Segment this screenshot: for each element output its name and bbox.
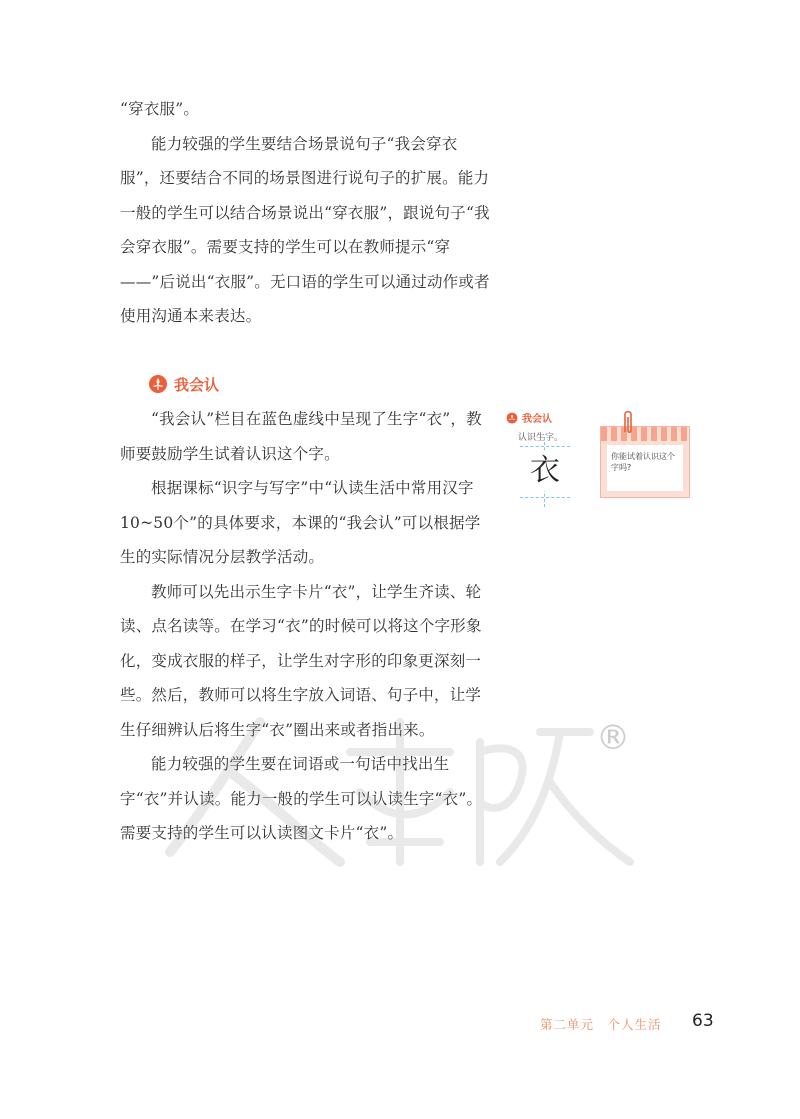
body-text-top	[120, 92, 492, 334]
paragraph: 能力较强的学生要在词语或一句话中找出生字“衣”并认读。能力一般的学生可以认读生字“衣”。需要支持的学生可以认读图文卡片“衣”。	[120, 755, 483, 842]
excerpt-title: 我会认	[522, 414, 552, 425]
paragraph: 教师可以先出示生字卡片“衣”，让学生齐读、轮读、点名读等。在学习“衣”的时候可以将这个字形象化，变成衣服的样子，让学生对字形的印象更深刻一些。然后，教师可以将生字放入词语、句子中，让学生仔细辨认后将生字“衣”圈出来或者指出来。	[120, 582, 482, 739]
target-character: 衣	[520, 451, 570, 491]
chapter-label: 第二单元 个人生活	[540, 1017, 662, 1032]
paperclip-icon	[620, 408, 636, 436]
paragraph: “我会认”栏目在蓝色虚线中呈现了生字“衣”，教师要鼓励学生试着认识这个字。	[120, 410, 482, 463]
excerpt-subtitle: 认识生字。	[518, 433, 564, 443]
sticky-note-stripe	[601, 427, 689, 441]
flower-icon	[148, 374, 168, 394]
section-heading	[148, 373, 219, 395]
section-title: 我会认	[174, 375, 220, 394]
excerpt-heading	[506, 410, 552, 425]
textbook-excerpt	[506, 408, 691, 503]
registered-mark: ®	[596, 718, 630, 758]
page-footer	[0, 1011, 800, 1035]
page-number: 63	[692, 1011, 714, 1031]
sticky-note-text: 你能试着认识这个字吗?	[607, 445, 683, 491]
publisher-watermark	[150, 712, 650, 872]
character-box	[520, 446, 570, 498]
sticky-note	[600, 426, 690, 498]
paragraph: “穿衣服”。	[120, 100, 200, 118]
paragraph: 能力较强的学生要结合场景说句子“我会穿衣服”，还要结合不同的场景图进行说句子的扩展。能力一般的学生可以结合场景说出“穿衣服”，跟说句子“我会穿衣服”。需要支持的学生可以在教师提示“穿——”后说出“衣服”。无口语的学生可以通过动作或者使用沟通本来表达。	[120, 134, 490, 325]
paragraph: 根据课标“识字与写字”中“认读生活中常用汉字10~50个”的具体要求，本课的“我会认”可以根据学生的实际情况分层教学活动。	[120, 479, 481, 566]
flower-icon	[506, 412, 518, 424]
